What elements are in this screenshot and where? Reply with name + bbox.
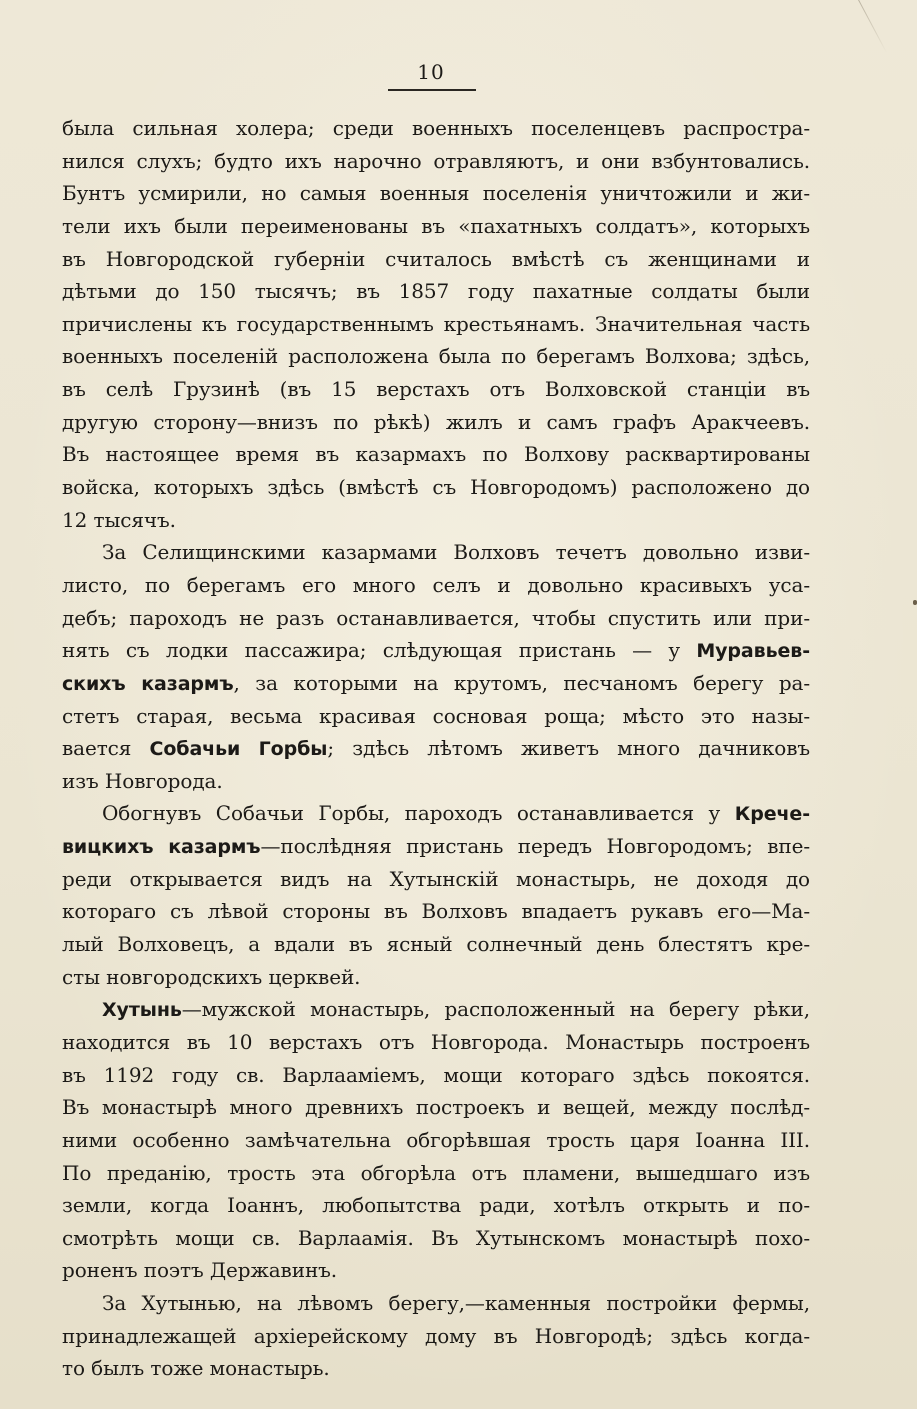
text-line [62,993,810,1026]
body-text [62,112,810,1385]
text-line [62,1026,810,1059]
text-line [62,243,810,276]
text-line [62,569,810,602]
text-line [62,504,810,537]
text-segment: смотрѣть мощи св. Варлаамія. Въ Хутынскомъ монастырѣ похо- [62,1225,810,1250]
text-segment: войска, которыхъ здѣсь (вмѣстѣ съ Новгородомъ) расположено до [62,475,810,500]
text-segment: изъ Новгорода. [62,768,223,793]
text-line [62,471,810,504]
paragraph [62,536,810,797]
paragraph [62,1287,810,1385]
text-segment: —мужской монастырь, расположенный на берегу рѣки, [181,997,810,1022]
text-segment: лый Волховецъ, а вдали въ ясный солнечный день блестятъ кре- [62,932,810,957]
text-line [62,177,810,210]
text-segment: тели ихъ были переименованы въ «пахатныхъ солдатъ», которыхъ [62,213,810,238]
text-line [62,602,810,635]
text-segment: 12 тысячъ. [62,507,176,532]
text-line [62,765,810,798]
text-segment: котораго съ лѣвой стороны въ Волховъ впадаетъ рукавъ его—Ма- [62,899,810,924]
text-line [62,1124,810,1157]
text-segment: военныхъ поселеній расположена была по берегамъ Волхова; здѣсь, [62,344,810,369]
text-segment: ними особенно замѣчательна обгорѣвшая трость царя Іоанна III. [62,1127,810,1152]
paragraph [62,993,810,1287]
text-line [62,1189,810,1222]
text-line [62,895,810,928]
text-segment: причислены къ государственнымъ крестьянамъ. Значительная часть [62,311,810,336]
text-segment: нился слухъ; будто ихъ нарочно отравляютъ, и они взбунтовались. [62,148,810,173]
page-crease [858,0,887,53]
text-segment: другую сторону—внизъ по рѣкѣ) жилъ и самъ графъ Аракчеевъ. [62,409,810,434]
text-segment: реди открывается видъ на Хутынскій монастырь, не доходя до [62,866,810,891]
text-segment: роненъ поэтъ Державинъ. [62,1258,338,1283]
text-line [62,1222,810,1255]
text-segment: Обогнувъ Собачьи Горбы, пароходъ останавливается у [102,801,735,826]
text-line [62,928,810,961]
text-line [62,112,810,145]
text-segment: принадлежащей архіерейскому дому въ Новгородѣ; здѣсь когда- [62,1323,810,1348]
text-line [62,961,810,994]
text-segment: листо, по берегамъ его много селъ и довольно красивыхъ уса- [62,572,810,597]
text-line [62,1320,810,1353]
text-line [62,1091,810,1124]
paragraph [62,112,810,536]
text-segment: находится въ 10 верстахъ отъ Новгорода. Монастырь построенъ [62,1029,810,1054]
text-line [62,863,810,896]
text-segment: ; здѣсь лѣтомъ живетъ много дачниковъ [327,736,811,761]
text-segment: нять съ лодки пассажира; слѣдующая пристань — у [62,638,697,663]
text-segment: За Хутынью, на лѣвомъ берегу,—каменныя постройки фермы, [102,1291,810,1316]
text-segment: дебъ; пароходъ не разъ останавливается, чтобы спустить или при- [62,605,810,630]
text-line [62,145,810,178]
text-line [62,536,810,569]
text-line [62,438,810,471]
text-segment: стетъ старая, весьма красивая сосновая роща; мѣсто это назы- [62,703,810,728]
bold-term: Хутынь [102,999,182,1022]
text-line [62,634,810,667]
text-line [62,797,810,830]
page-number-rule [388,89,476,91]
text-segment: сты новгородскихъ церквей. [62,964,361,989]
text-line [62,373,810,406]
text-line [62,340,810,373]
text-segment: вается [62,736,150,761]
paper-speck [913,600,917,605]
bold-term: скихъ казармъ [62,672,234,695]
text-line [62,700,810,733]
text-line [62,210,810,243]
text-segment: въ 1192 году св. Варлаамiемъ, мощи котораго здѣсь покоятся. [62,1062,810,1087]
text-line [62,830,810,863]
bold-term: Крече- [734,803,810,826]
text-segment: За Селищинскими казармами Волховъ течетъ довольно изви- [102,540,810,565]
text-segment: , за которыми на крутомъ, песчаномъ берегу ра- [233,670,810,695]
bold-term: Собачьи Горбы [149,738,328,761]
text-line [62,275,810,308]
text-segment: то былъ тоже монастырь. [62,1356,330,1381]
text-line [62,1254,810,1287]
text-segment: Въ монастырѣ много древнихъ построекъ и вещей, между послѣд- [62,1095,810,1120]
text-line [62,308,810,341]
text-segment: въ Новгородской губерніи считалось вмѣстѣ съ женщинами и [62,246,810,271]
text-segment: Въ настоящее время въ казармахъ по Волхову расквартированы [62,442,810,467]
text-segment: земли, когда Іоаннъ, любопытства ради, хотѣлъ открыть и по- [62,1193,810,1218]
text-line [62,406,810,439]
text-line [62,1157,810,1190]
page-number: 10 [417,60,445,84]
text-line [62,667,810,700]
text-line [62,1059,810,1092]
text-line [62,732,810,765]
text-segment: Бунтъ усмирили, но самыя военныя поселенія уничтожили и жи- [62,181,810,206]
text-line [62,1287,810,1320]
text-segment: дѣтьми до 150 тысячъ; въ 1857 году пахатные солдаты были [62,279,810,304]
text-segment: была сильная холера; среди военныхъ поселенцевъ распростра- [62,116,810,140]
text-segment: въ селѣ Грузинѣ (въ 15 верстахъ отъ Волховской станціи въ [62,377,810,402]
bold-term: вицкихъ казармъ [62,836,261,859]
bold-term: Муравьев- [696,640,810,663]
text-segment: По преданію, трость эта обгорѣла отъ пламени, вышедшаго изъ [62,1160,810,1185]
text-line [62,1352,810,1385]
text-segment: —послѣдняя пристань передъ Новгородомъ; впе- [260,834,810,859]
paragraph [62,797,810,993]
